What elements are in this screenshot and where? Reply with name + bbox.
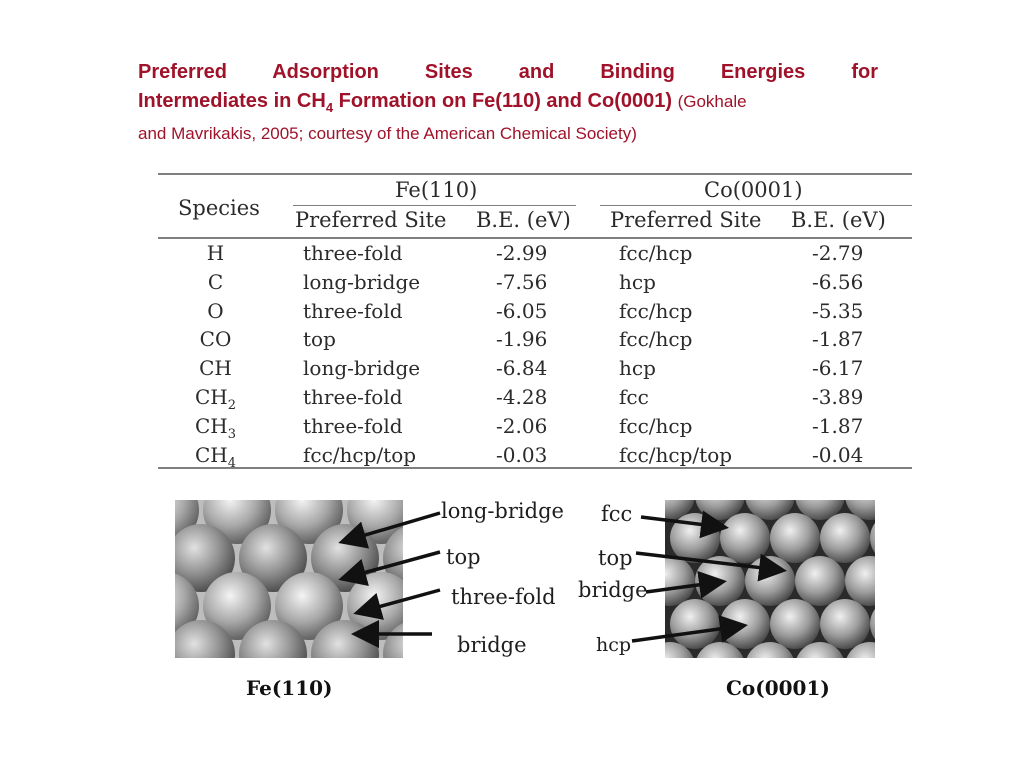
arrow-top [345,552,440,578]
co-label-top: top [598,546,633,570]
co-site-cell: fcc/hcp/top [619,442,733,467]
arrow-long-bridge [345,513,440,541]
arrow-co-bridge [646,582,720,592]
citation-start: (Gokhale [677,92,747,111]
fe-label-three-fold: three-fold [451,585,556,609]
fe-site-cell: three-fold [303,241,403,265]
fe-be-cell: -7.56 [496,269,548,294]
fe-site-header: Preferred Site [295,208,447,232]
species-name: H [206,241,225,265]
species-header: Species [178,196,260,220]
species-subscript: 4 [227,455,237,471]
fe110-caption: Fe(110) [246,676,333,700]
title-line-1: Preferred Adsorption Sites and Binding Energies for [138,61,878,83]
co-site-cell: hcp [619,269,656,294]
species-name: CH [194,413,228,438]
fe-be-cell: -6.84 [496,356,548,381]
fe-be-cell: -1.96 [496,327,548,352]
co-be-cell: -1.87 [812,327,864,352]
fe-site-cell: long-bridge [303,269,421,294]
species-subscript: 3 [227,426,237,442]
species-name: C [207,269,224,294]
fe-be-cell: -4.28 [496,385,548,409]
co-header: Co(0001) [704,178,803,202]
co-be-cell: -0.04 [812,442,864,467]
fe-be-cell: -0.03 [496,442,548,467]
co-site-cell: fcc/hcp [619,327,693,352]
co-site-cell: fcc/hcp [619,413,693,438]
arrow-three-fold [360,590,440,612]
species-name: CO [199,327,232,352]
fe-be-cell: -6.05 [496,298,548,323]
co-be-cell: -6.17 [812,356,864,381]
arrow-co-top [636,553,780,570]
species-name: CH [194,442,228,467]
fe-label-top: top [446,545,481,569]
co-be-cell: -1.87 [812,413,864,438]
title-line-2-post: Formation on Fe(110) and Co(0001) [333,90,678,112]
title-line-2-pre: Intermediates in CH [138,90,326,112]
co-label-hcp: hcp [596,634,632,656]
co-be-cell: -5.35 [812,298,864,323]
fe-site-cell: long-bridge [303,356,421,381]
citation-rest: and Mavrikakis, 2005; courtesy of the American Chemical Society) [138,124,637,143]
co-label-fcc: fcc [601,502,633,526]
co0001-caption: Co(0001) [726,676,830,700]
arrow-fcc [641,517,722,527]
co-label-bridge: bridge [578,578,648,602]
fe-site-cell: fcc/hcp/top [303,442,417,467]
species-name: O [207,298,224,323]
co-be-cell: -3.89 [812,385,864,409]
title-line-2-sub: 4 [325,100,334,115]
fe-site-cell: top [303,327,336,352]
fe-be-cell: -2.06 [496,413,548,438]
fe-site-cell: three-fold [303,413,403,438]
co-site-cell: fcc/hcp [619,241,693,265]
co-site-cell: fcc [619,385,649,409]
fe-be-header: B.E. (eV) [476,208,571,232]
fe-site-cell: three-fold [303,298,403,323]
co-be-header: B.E. (eV) [791,208,886,232]
co-site-cell: fcc/hcp [619,298,693,323]
species-name: CH [199,356,232,381]
fe-label-long-bridge: long-bridge [441,499,564,523]
fe-label-bridge: bridge [457,633,527,657]
fe-header: Fe(110) [395,178,478,202]
arrow-hcp [632,626,741,641]
species-subscript: 2 [227,398,237,413]
co-be-cell: -6.56 [812,269,864,294]
co-be-cell: -2.79 [812,241,864,265]
fe-be-cell: -2.99 [496,241,548,265]
fe-site-cell: three-fold [303,385,403,409]
species-name: CH [194,385,228,409]
co-site-header: Preferred Site [610,208,762,232]
co-site-cell: hcp [619,356,656,381]
